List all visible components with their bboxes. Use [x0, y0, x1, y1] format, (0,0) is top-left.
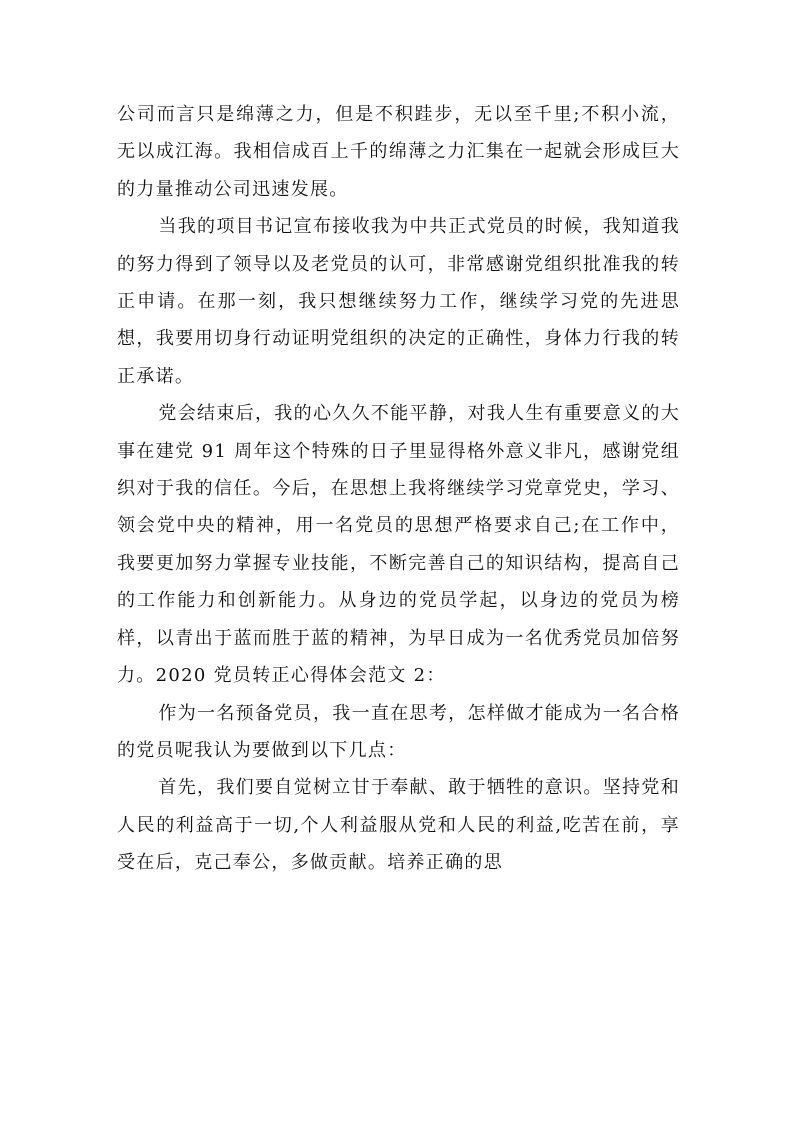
document-body [117, 96, 680, 882]
paragraph-3: 党会结束后，我的心久久不能平静，对我人生有重要意义的大事在建党 91 周年这个特殊的日子里显得格外意义非凡，感谢党组织对于我的信任。今后，在思想上我将继续学习党章党史，学习、领会党中央的精神，用一名党员的思想严格要求自己;在工作中，我要更加努力掌握专业技能，不断完善自己的知识结构，提高自己的工作能力和创新能力。从身边的党员学起，以身边的党员为榜样，以青出于蓝而胜于蓝的精神，为早日成为一名优秀党员加倍努力。2020 党员转正心得体会范文 2： [117, 403, 680, 687]
paragraph-5: 首先，我们要自觉树立甘于奉献、敢于牺牲的意识。坚持党和人民的利益高于一切,个人利益服从党和人民的利益,吃苦在前，享受在后，克己奉公，多做贡献。培养正确的思 [117, 777, 680, 874]
paragraph-1: 公司而言只是绵薄之力，但是不积跬步，无以至千里;不积小流，无以成江海。我相信成百上千的绵薄之力汇集在一起就会形成巨大的力量推动公司迅速发展。 [117, 104, 680, 200]
paragraph-2: 当我的项目书记宣布接收我为中共正式党员的时候，我知道我的努力得到了领导以及老党员的认可，非常感谢党组织批准我的转正申请。在那一刻，我只想继续努力工作，继续学习党的先进思想，我要用切身行动证明党组织的决定的正确性，身体力行我的转正承诺。 [117, 216, 680, 387]
paragraph-4: 作为一名预备党员，我一直在思考，怎样做才能成为一名合格的党员呢我认为要做到以下几点： [117, 702, 680, 761]
